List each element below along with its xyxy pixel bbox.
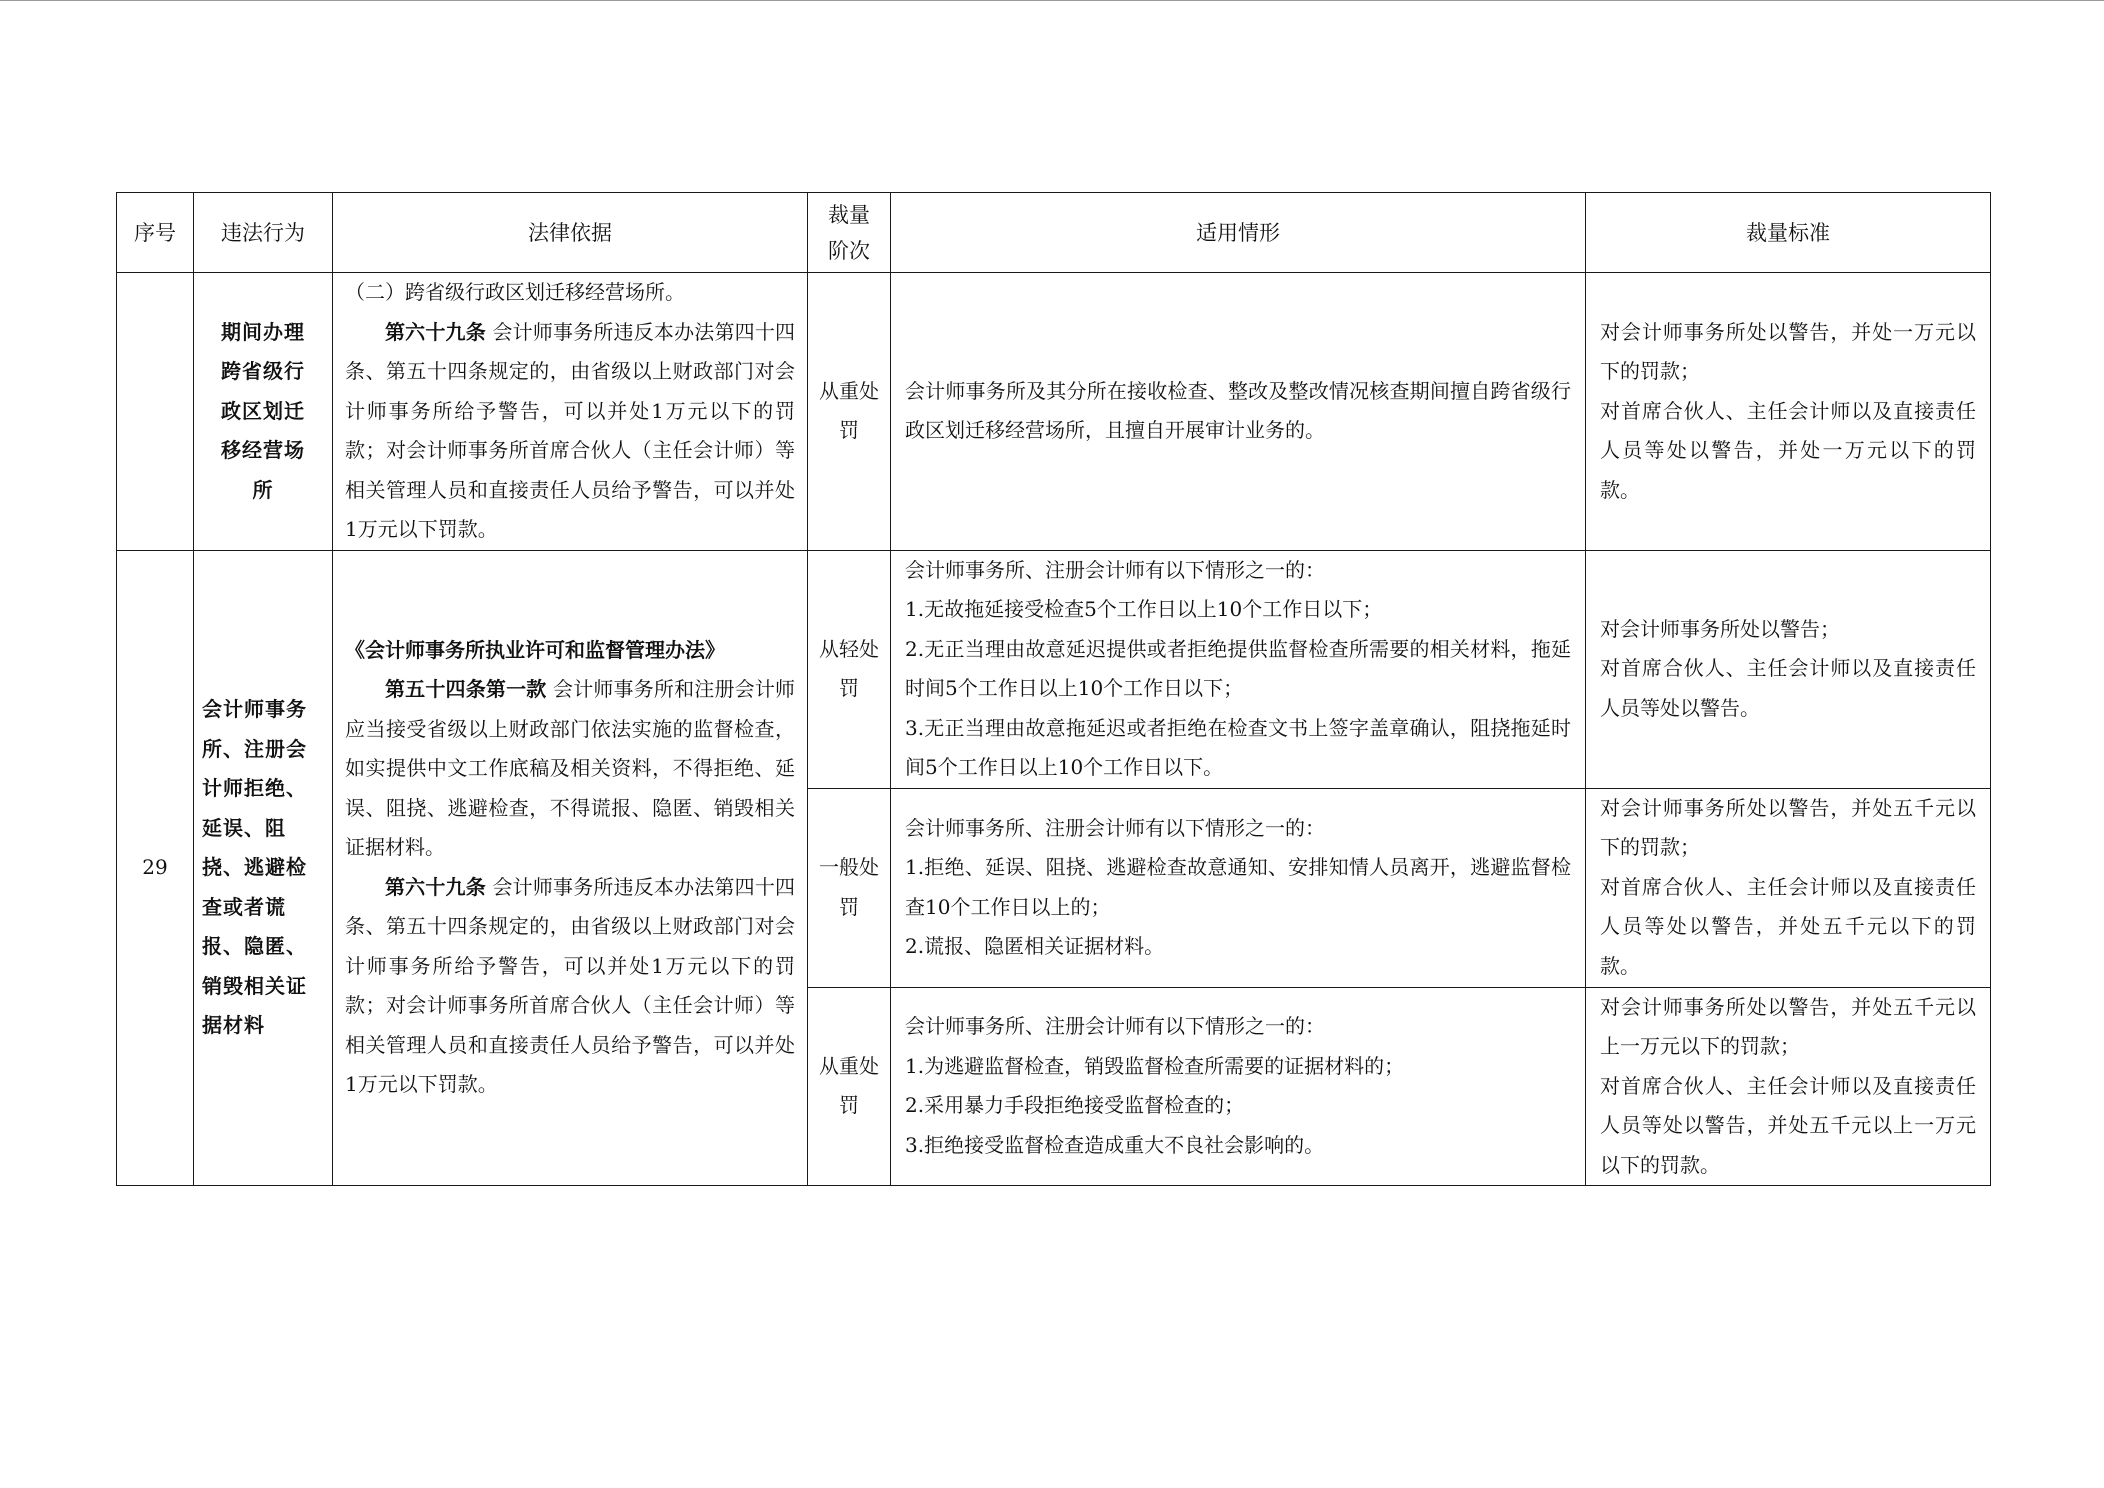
situation-line: 会计师事务所、注册会计师有以下情形之一的： [905,557,1325,582]
situation-line: 2.谎报、隐匿相关证据材料。 [905,934,1165,958]
applicable-situation [891,788,1586,987]
row-number: 29 [117,550,194,1186]
discretion-level: 从重处罚 [808,273,891,551]
situation-line: 1.拒绝、延误、阻挠、逃避检查故意通知、安排知情人员离开，逃避监督检查10个工作日以上的； [905,855,1571,919]
situation-line: 3.无正当理由故意拖延迟或者拒绝在检查文书上签字盖章确认，阻挠拖延时间5个工作日以上10个工作日以下。 [905,715,1571,779]
situation-line: 会计师事务所、注册会计师有以下情形之一的： [905,1014,1325,1039]
discretion-level: 一般处罚 [808,788,891,987]
legal-basis [333,550,808,1186]
applicable-situation [891,987,1586,1186]
regulation-name: 《会计师事务所执业许可和监督管理办法》 [345,637,725,662]
standard-line: 对首席合伙人、主任会计师以及直接责任人员等处以警告。 [1600,656,1976,720]
header-act: 违法行为 [194,193,333,273]
situation-line: 会计师事务所、注册会计师有以下情形之一的： [905,815,1325,840]
standard-line: 对会计师事务所处以警告，并处五千元以下的罚款； [1600,795,1976,860]
header-situation: 适用情形 [891,193,1586,273]
page-top-border [0,0,2104,1]
standard-line: 对会计师事务所处以警告，并处五千元以上一万元以下的罚款； [1600,994,1976,1058]
situation-line: 2.无正当理由故意延迟提供或者拒绝提供监督检查所需要的相关材料，拖延时间5个工作日以上10个工作日以下； [905,636,1571,700]
law-article [345,868,795,1105]
applicable-situation: 会计师事务所及其分所在接收检查、整改及整改情况核查期间擅自跨省级行政区划迁移经营场所，且擅自开展审计业务的。 [891,273,1586,551]
discretion-standard [1586,273,1991,551]
row-number [117,273,194,551]
situation-line: 1.为逃避监督检查，销毁监督检查所需要的证据材料的； [905,1053,1405,1078]
standard-line: 对首席合伙人、主任会计师以及直接责任人员等处以警告，并处五千元以下的罚款。 [1600,874,1976,978]
header-level: 裁量阶次 [808,193,891,273]
standard-line: 对首席合伙人、主任会计师以及直接责任人员等处以警告，并处一万元以下的罚款。 [1600,398,1976,502]
article-text: 会计师事务所违反本办法第四十四条、第五十四条规定的，由省级以上财政部门对会计师事务所给予警告，可以并处1万元以下的罚款；对会计师事务所首席合伙人（主任会计师）等相关管理人员和直接责任人员给予警告，可以并处1万元以下罚款。 [345,874,796,1097]
article-title: 第五十四条第一款 [385,677,547,702]
standard-line: 对会计师事务所处以警告，并处一万元以下的罚款； [1600,319,1976,383]
law-article [345,313,795,550]
violation-act: 期间办理跨省级行政区划迁移经营场所 [194,273,333,551]
discretion-level: 从轻处罚 [808,550,891,788]
violation-act: 会计师事务所、注册会计师拒绝、延误、阻挠、逃避检查或者谎报、隐匿、销毁相关证据材料 [194,550,333,1186]
penalty-discretion-table [116,192,1991,1186]
discretion-standard [1586,987,1991,1186]
article-title: 第六十九条 [385,874,486,899]
law-article [345,670,795,868]
situation-line: 3.拒绝接受监督检查造成重大不良社会影响的。 [905,1132,1325,1157]
legal-basis [333,273,808,551]
discretion-level: 从重处罚 [808,987,891,1186]
table-row [117,273,1991,551]
table-row [117,550,1991,788]
standard-line: 对会计师事务所处以警告； [1600,616,1840,641]
situation-line: 1.无故拖延接受检查5个工作日以上10个工作日以下； [905,597,1383,621]
header-law: 法律依据 [333,193,808,273]
law-item: （二）跨省级行政区划迁移经营场所。 [345,280,685,304]
applicable-situation [891,550,1586,788]
discretion-standard [1586,550,1991,788]
article-title: 第六十九条 [385,319,486,344]
article-text: 会计师事务所违反本办法第四十四条、第五十四条规定的，由省级以上财政部门对会计师事务所给予警告，可以并处1万元以下的罚款；对会计师事务所首席合伙人（主任会计师）等相关管理人员和直接责任人员给予警告，可以并处1万元以下罚款。 [345,319,796,541]
header-row [117,193,1991,273]
header-no: 序号 [117,193,194,273]
discretion-standard [1586,788,1991,987]
situation-line: 2.采用暴力手段拒绝接受监督检查的； [905,1093,1245,1118]
header-standard: 裁量标准 [1586,193,1991,273]
article-text: 会计师事务所和注册会计师应当接受省级以上财政部门依法实施的监督检查，如实提供中文工作底稿及相关资料，不得拒绝、延误、阻挠、逃避检查，不得谎报、隐匿、销毁相关证据材料。 [345,677,796,860]
standard-line: 对首席合伙人、主任会计师以及直接责任人员等处以警告，并处五千元以上一万元以下的罚款。 [1600,1073,1976,1177]
